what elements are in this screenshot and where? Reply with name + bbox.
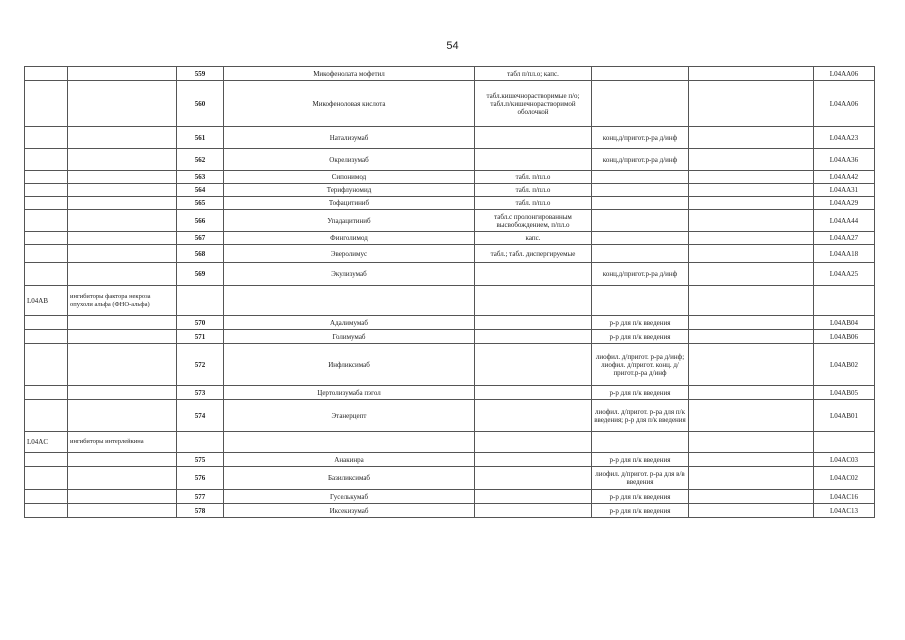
- atc-code-cell: L04AC16: [814, 490, 875, 504]
- atc-code-cell: L04AA18: [814, 245, 875, 263]
- group-name-cell: [68, 453, 177, 467]
- injection-form-cell: конц.д/пригот.р-ра д/инф: [592, 263, 689, 286]
- table-row: [25, 210, 875, 232]
- injection-form-cell: [592, 81, 689, 127]
- group-code-cell: [25, 210, 68, 232]
- group-code-cell: [25, 453, 68, 467]
- table-row: [25, 127, 875, 149]
- dosage-form-cell: [475, 386, 592, 400]
- atc-code-cell: L04AA29: [814, 197, 875, 210]
- group-name-cell: [68, 232, 177, 245]
- row-number-cell: 575: [177, 453, 224, 467]
- group-name-cell: [68, 263, 177, 286]
- empty-cell: [689, 490, 814, 504]
- drug-name-cell: Микофенолата мофетил: [224, 67, 475, 81]
- drug-name-cell: Окрелизумаб: [224, 149, 475, 171]
- drug-name-cell: Эверолимус: [224, 245, 475, 263]
- empty-cell: [689, 171, 814, 184]
- group-code-cell: [25, 245, 68, 263]
- page-number: 54: [446, 40, 459, 52]
- injection-form-cell: лиофил. д/пригот. р-ра д/инф; лиофил. д/пригот. конц. д/пригот.р-ра д/инф: [592, 344, 689, 386]
- group-code-cell: [25, 316, 68, 330]
- group-name-cell: [68, 67, 177, 81]
- atc-code-cell: L04AA31: [814, 184, 875, 197]
- group-code-cell: [25, 400, 68, 432]
- injection-form-cell: р-р для п/к введения: [592, 386, 689, 400]
- atc-code-cell: L04AB05: [814, 386, 875, 400]
- row-number-cell: 577: [177, 490, 224, 504]
- drug-name-cell: Сипонимод: [224, 171, 475, 184]
- atc-code-cell: [814, 432, 875, 453]
- group-row: [25, 432, 875, 453]
- empty-cell: [689, 386, 814, 400]
- empty-cell: [689, 316, 814, 330]
- injection-form-cell: [592, 245, 689, 263]
- dosage-form-cell: [475, 432, 592, 453]
- row-number-cell: 573: [177, 386, 224, 400]
- atc-code-cell: L04AB02: [814, 344, 875, 386]
- drug-name-cell: Цертолизумаба пэгол: [224, 386, 475, 400]
- dosage-form-cell: табл п/пл.о; капс.: [475, 67, 592, 81]
- table-row: [25, 386, 875, 400]
- drug-name-cell: Упадацитиниб: [224, 210, 475, 232]
- row-number-cell: 569: [177, 263, 224, 286]
- table-row: [25, 197, 875, 210]
- row-number-cell: 561: [177, 127, 224, 149]
- group-code-cell: [25, 490, 68, 504]
- injection-form-cell: [592, 67, 689, 81]
- dosage-form-cell: [475, 490, 592, 504]
- atc-code-cell: L04AA36: [814, 149, 875, 171]
- drug-name-cell: Микофеноловая кислота: [224, 81, 475, 127]
- injection-form-cell: лиофил. д/пригот. р-ра для п/к введения; р-р для п/к введения: [592, 400, 689, 432]
- empty-cell: [689, 504, 814, 518]
- group-name-cell: ингибиторы интерлейкина: [68, 432, 177, 453]
- dosage-form-cell: [475, 504, 592, 518]
- empty-cell: [689, 286, 814, 316]
- injection-form-cell: [592, 432, 689, 453]
- empty-cell: [689, 467, 814, 490]
- drug-name-cell: Адалимумаб: [224, 316, 475, 330]
- table-row: [25, 490, 875, 504]
- drug-name-cell: Анакинра: [224, 453, 475, 467]
- row-number-cell: 578: [177, 504, 224, 518]
- empty-cell: [689, 232, 814, 245]
- drug-name-cell: Тофацитиниб: [224, 197, 475, 210]
- empty-cell: [689, 149, 814, 171]
- dosage-form-cell: [475, 316, 592, 330]
- group-code-cell: L04AC: [25, 432, 68, 453]
- row-number-cell: [177, 286, 224, 316]
- table-row: [25, 453, 875, 467]
- dosage-form-cell: [475, 127, 592, 149]
- row-number-cell: 571: [177, 330, 224, 344]
- row-number-cell: 574: [177, 400, 224, 432]
- table-row: [25, 245, 875, 263]
- group-name-cell: [68, 127, 177, 149]
- group-name-cell: [68, 386, 177, 400]
- injection-form-cell: [592, 197, 689, 210]
- injection-form-cell: [592, 184, 689, 197]
- injection-form-cell: [592, 232, 689, 245]
- atc-code-cell: L04AA42: [814, 171, 875, 184]
- group-name-cell: [68, 467, 177, 490]
- group-code-cell: [25, 67, 68, 81]
- row-number-cell: 576: [177, 467, 224, 490]
- atc-code-cell: L04AB06: [814, 330, 875, 344]
- injection-form-cell: конц.д/пригот.р-ра д/инф: [592, 149, 689, 171]
- injection-form-cell: р-р для п/к введения: [592, 504, 689, 518]
- drug-name-cell: Базиликсимаб: [224, 467, 475, 490]
- table-row: [25, 330, 875, 344]
- empty-cell: [689, 432, 814, 453]
- atc-code-cell: L04AA44: [814, 210, 875, 232]
- group-name-cell: [68, 81, 177, 127]
- dosage-form-cell: [475, 330, 592, 344]
- group-code-cell: L04AB: [25, 286, 68, 316]
- row-number-cell: 566: [177, 210, 224, 232]
- empty-cell: [689, 127, 814, 149]
- group-code-cell: [25, 171, 68, 184]
- dosage-form-cell: табл. п/пл.о: [475, 184, 592, 197]
- empty-cell: [689, 400, 814, 432]
- group-name-cell: [68, 400, 177, 432]
- empty-cell: [689, 263, 814, 286]
- drug-table-body: [25, 67, 875, 518]
- group-code-cell: [25, 467, 68, 490]
- dosage-form-cell: [475, 344, 592, 386]
- table-row: [25, 149, 875, 171]
- dosage-form-cell: [475, 149, 592, 171]
- drug-name-cell: Гуселькумаб: [224, 490, 475, 504]
- group-code-cell: [25, 81, 68, 127]
- group-name-cell: [68, 149, 177, 171]
- group-name-cell: [68, 245, 177, 263]
- group-name-cell: [68, 490, 177, 504]
- injection-form-cell: лиофил. д/пригот. р-ра для в/в введения: [592, 467, 689, 490]
- row-number-cell: 568: [177, 245, 224, 263]
- injection-form-cell: р-р для п/к введения: [592, 316, 689, 330]
- atc-code-cell: L04AA06: [814, 81, 875, 127]
- drug-name-cell: [224, 432, 475, 453]
- group-code-cell: [25, 344, 68, 386]
- table-row: [25, 67, 875, 81]
- drug-name-cell: Натализумаб: [224, 127, 475, 149]
- empty-cell: [689, 245, 814, 263]
- table-row: [25, 232, 875, 245]
- group-name-cell: [68, 197, 177, 210]
- dosage-form-cell: [475, 453, 592, 467]
- group-code-cell: [25, 504, 68, 518]
- group-name-cell: [68, 316, 177, 330]
- dosage-form-cell: табл. п/пл.о: [475, 197, 592, 210]
- empty-cell: [689, 67, 814, 81]
- table-row: [25, 467, 875, 490]
- group-name-cell: [68, 344, 177, 386]
- drug-name-cell: [224, 286, 475, 316]
- empty-cell: [689, 197, 814, 210]
- row-number-cell: 567: [177, 232, 224, 245]
- drug-table: [24, 66, 875, 518]
- drug-name-cell: Иксекизумаб: [224, 504, 475, 518]
- row-number-cell: 560: [177, 81, 224, 127]
- atc-code-cell: L04AA27: [814, 232, 875, 245]
- table-row: [25, 184, 875, 197]
- group-name-cell: ингибиторы фактора некроза опухоли альфа (ФНО-альфа): [68, 286, 177, 316]
- injection-form-cell: конц.д/пригот.р-ра д/инф: [592, 127, 689, 149]
- group-code-cell: [25, 263, 68, 286]
- atc-code-cell: [814, 286, 875, 316]
- injection-form-cell: [592, 286, 689, 316]
- row-number-cell: 559: [177, 67, 224, 81]
- atc-code-cell: L04AA25: [814, 263, 875, 286]
- row-number-cell: 563: [177, 171, 224, 184]
- row-number-cell: [177, 432, 224, 453]
- table-row: [25, 344, 875, 386]
- group-code-cell: [25, 127, 68, 149]
- empty-cell: [689, 344, 814, 386]
- row-number-cell: 572: [177, 344, 224, 386]
- empty-cell: [689, 453, 814, 467]
- group-code-cell: [25, 232, 68, 245]
- row-number-cell: 565: [177, 197, 224, 210]
- dosage-form-cell: капс.: [475, 232, 592, 245]
- injection-form-cell: р-р для п/к введения: [592, 490, 689, 504]
- drug-name-cell: Голимумаб: [224, 330, 475, 344]
- injection-form-cell: р-р для п/к введения: [592, 330, 689, 344]
- drug-name-cell: Финголимод: [224, 232, 475, 245]
- table-row: [25, 316, 875, 330]
- atc-code-cell: L04AA06: [814, 67, 875, 81]
- empty-cell: [689, 330, 814, 344]
- table-row: [25, 81, 875, 127]
- atc-code-cell: L04AB04: [814, 316, 875, 330]
- table-row: [25, 263, 875, 286]
- group-code-cell: [25, 184, 68, 197]
- injection-form-cell: [592, 210, 689, 232]
- dosage-form-cell: [475, 263, 592, 286]
- drug-name-cell: Экулизумаб: [224, 263, 475, 286]
- dosage-form-cell: табл. п/пл.о: [475, 171, 592, 184]
- drug-name-cell: Инфликсимаб: [224, 344, 475, 386]
- table-row: [25, 504, 875, 518]
- dosage-form-cell: табл.кишечнорастворимые п/о; табл.п/кишечнорастворимой оболочкой: [475, 81, 592, 127]
- atc-code-cell: L04AC13: [814, 504, 875, 518]
- group-name-cell: [68, 330, 177, 344]
- group-code-cell: [25, 197, 68, 210]
- group-name-cell: [68, 210, 177, 232]
- group-code-cell: [25, 386, 68, 400]
- group-code-cell: [25, 149, 68, 171]
- dosage-form-cell: табл.с пролонгированным высвобождением, п/пл.о: [475, 210, 592, 232]
- atc-code-cell: L04AC02: [814, 467, 875, 490]
- empty-cell: [689, 210, 814, 232]
- table-row: [25, 171, 875, 184]
- atc-code-cell: L04AA23: [814, 127, 875, 149]
- injection-form-cell: р-р для п/к введения: [592, 453, 689, 467]
- dosage-form-cell: табл.; табл. диспергируемые: [475, 245, 592, 263]
- row-number-cell: 562: [177, 149, 224, 171]
- drug-name-cell: Этанерцепт: [224, 400, 475, 432]
- dosage-form-cell: [475, 286, 592, 316]
- group-name-cell: [68, 171, 177, 184]
- table-row: [25, 400, 875, 432]
- atc-code-cell: L04AC03: [814, 453, 875, 467]
- group-code-cell: [25, 330, 68, 344]
- group-row: [25, 286, 875, 316]
- empty-cell: [689, 184, 814, 197]
- drug-name-cell: Терифлуномид: [224, 184, 475, 197]
- atc-code-cell: L04AB01: [814, 400, 875, 432]
- dosage-form-cell: [475, 400, 592, 432]
- group-name-cell: [68, 504, 177, 518]
- group-name-cell: [68, 184, 177, 197]
- row-number-cell: 570: [177, 316, 224, 330]
- empty-cell: [689, 81, 814, 127]
- row-number-cell: 564: [177, 184, 224, 197]
- injection-form-cell: [592, 171, 689, 184]
- dosage-form-cell: [475, 467, 592, 490]
